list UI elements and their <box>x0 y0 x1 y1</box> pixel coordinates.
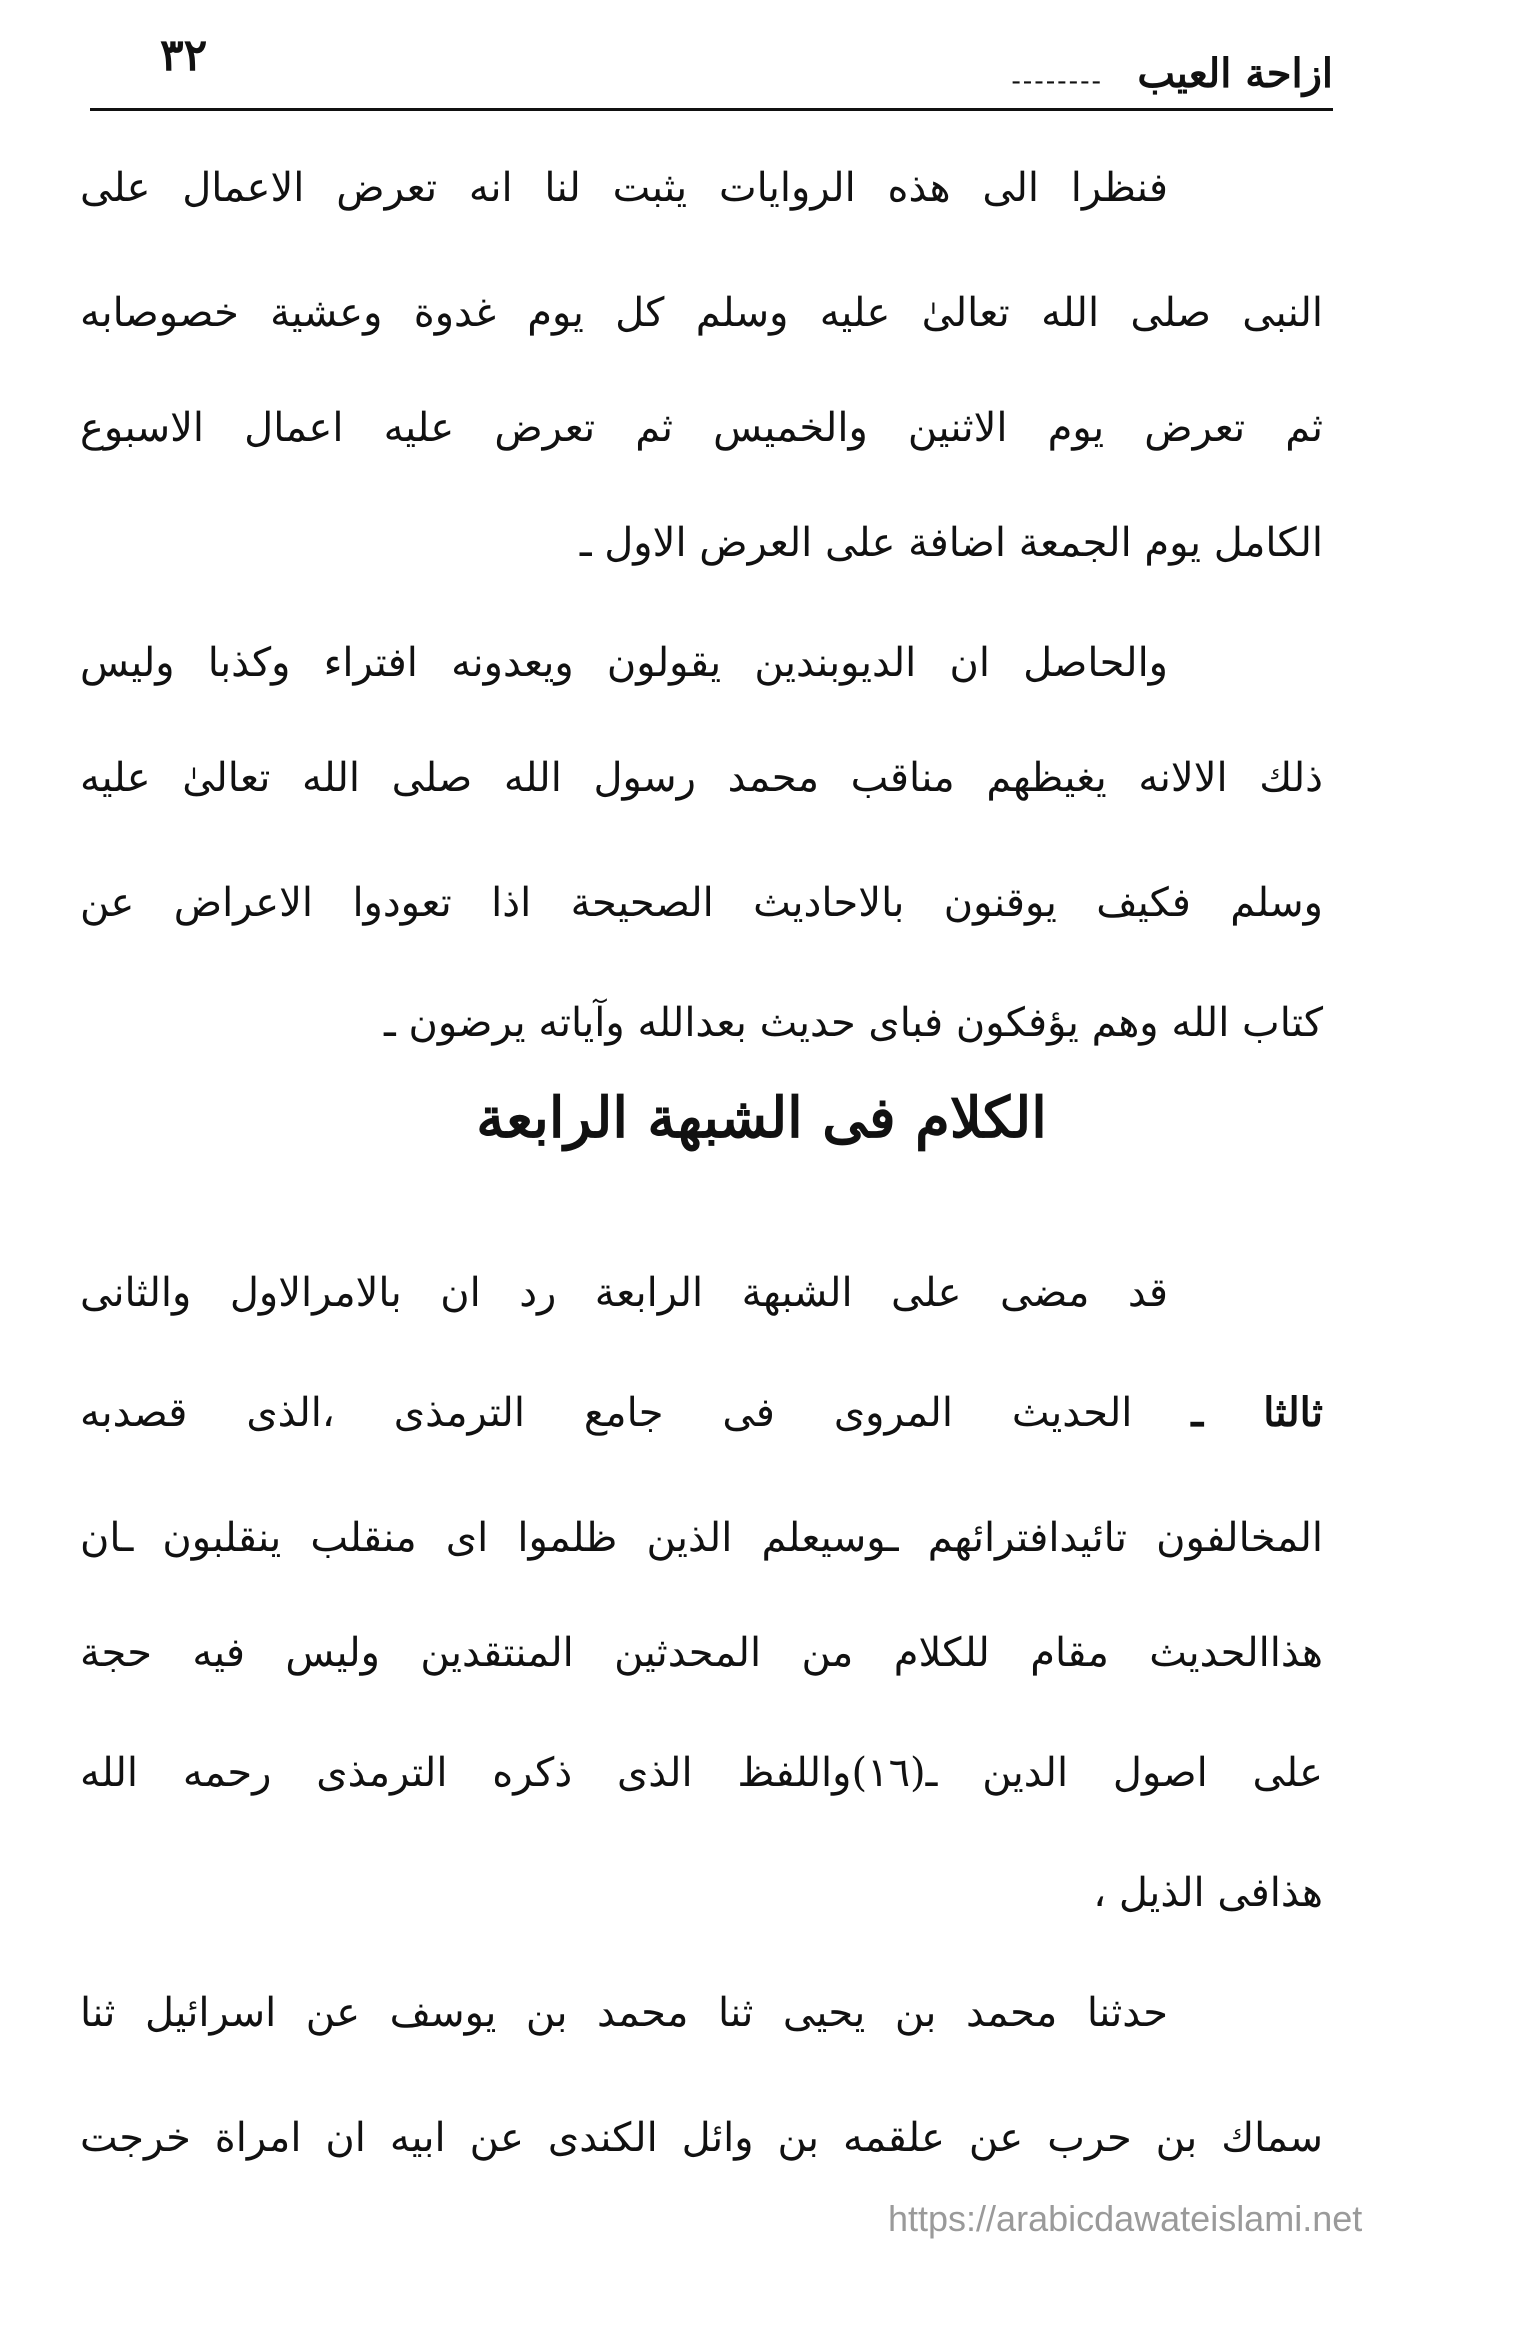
section-intro-line: قد مضى على الشبهة الرابعة رد ان بالامرالاول والثانى <box>80 1270 1168 1316</box>
header-rule <box>90 108 1333 111</box>
page-number: ٣٢ <box>160 30 208 81</box>
third-lead: ثالثا ـ <box>1191 1389 1323 1436</box>
paragraph-2-line-3: وسلم فكيف يوقنون بالاحاديث الصحيحة اذا تعودوا الاعراض عن <box>80 880 1323 926</box>
book-title: ازاحة العيب <box>1137 50 1333 97</box>
hadith-line-1: حدثنا محمد بن يحيى ثنا محمد بن يوسف عن اسرائيل ثنا <box>80 1990 1168 2036</box>
third-rest: الحديث المروى فى جامع الترمذى ،الذى قصدبه <box>80 1390 1133 1436</box>
paragraph-2-line-4: كتاب الله وهم يؤفكون فباى حديث بعدالله وآياته يرضون ـ <box>384 1000 1323 1046</box>
section-line-2: هذاالحديث مقام للكلام من المحدثين المنتقدين وليس فيه حجة <box>80 1630 1323 1676</box>
watermark-url: https://arabicdawateislami.net <box>888 2198 1363 2239</box>
paragraph-2-line-2: ذلك الالانه يغيظهم مناقب محمد رسول الله صلى الله تعالىٰ عليه <box>80 755 1323 801</box>
header-dashes: -------- <box>1011 64 1103 97</box>
section-line-4: هذافى الذيل ، <box>1093 1870 1323 1916</box>
paragraph-1-line-1: فنظرا الى هذه الروايات يثبت لنا انه تعرض الاعمال على <box>80 165 1168 211</box>
section-line-1: المخالفون تائيدافترائهم ـوسيعلم الذين ظلموا اى منقلب ينقلبون ـان <box>80 1515 1323 1561</box>
hadith-line-2: سماك بن حرب عن علقمه بن وائل الكندى عن ابيه ان امراة خرجت <box>80 2115 1323 2161</box>
section-third-line <box>80 1385 1323 1441</box>
page-header <box>90 30 1333 110</box>
paragraph-1-line-3: ثم تعرض يوم الاثنين والخميس ثم تعرض عليه اعمال الاسبوع <box>80 405 1323 451</box>
paragraph-1-line-2: النبى صلى الله تعالىٰ عليه وسلم كل يوم غدوة وعشية خصوصابه <box>80 290 1323 336</box>
section-heading: الكلام فى الشبهة الرابعة <box>476 1085 1047 1151</box>
paragraph-2-line-1: والحاصل ان الديوبندين يقولون ويعدونه افتراء وكذبا وليس <box>80 640 1168 686</box>
paragraph-1-line-4: الكامل يوم الجمعة اضافة على العرض الاول ـ <box>579 520 1323 566</box>
section-line-3: على اصول الدين ـ(١٦)واللفظ الذى ذكره الترمذى رحمه الله <box>80 1750 1323 1796</box>
